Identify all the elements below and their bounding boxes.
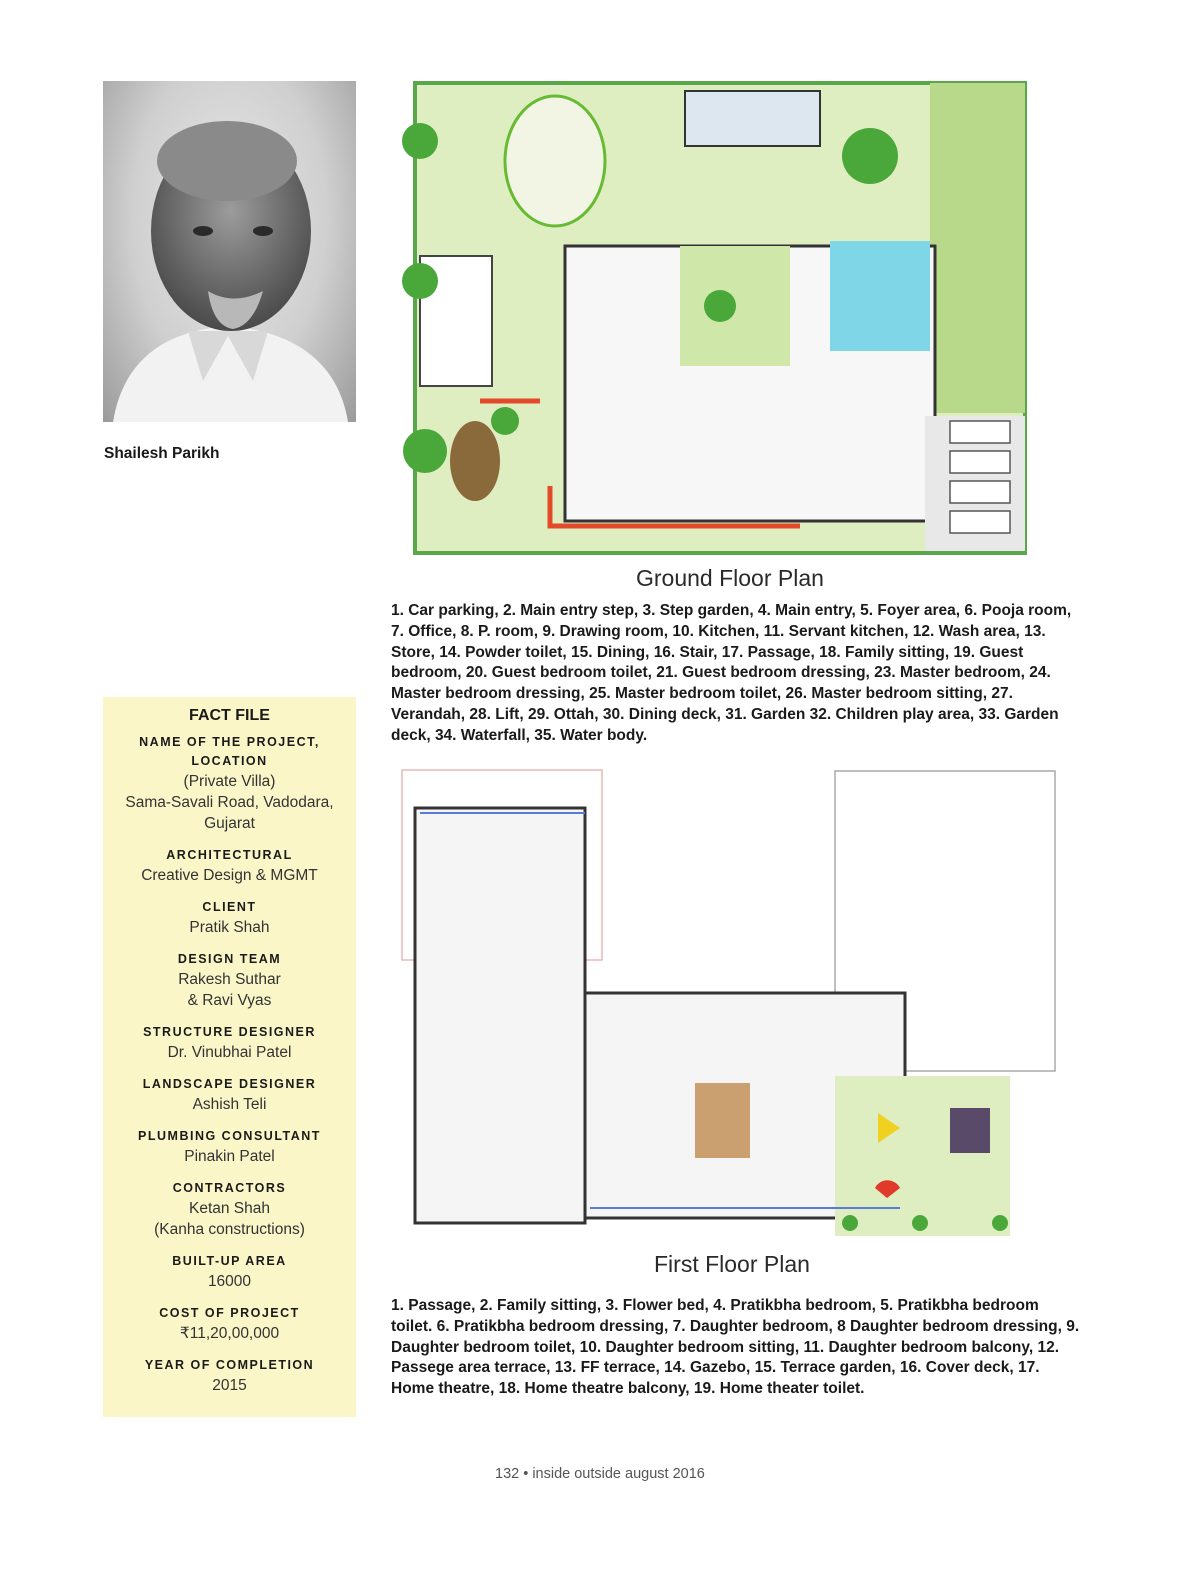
fact-label: COST OF PROJECT [159, 1306, 300, 1320]
fact-label: LANDSCAPE DESIGNER [142, 1077, 317, 1091]
fact-value: Rakesh Suthar & Ravi Vyas [178, 971, 281, 1009]
fact-label: DESIGN TEAM [177, 952, 282, 966]
ground-floor-title: Ground Floor Plan [636, 565, 824, 591]
fact-value: Pratik Shah [189, 919, 270, 936]
fact-item [103, 1252, 356, 1292]
portrait-photo [103, 81, 356, 422]
ground-floor-plan-image [400, 81, 1028, 555]
fact-label: PLUMBING CONSULTANT [138, 1129, 321, 1143]
fact-value: Dr. Vinubhai Patel [167, 1044, 292, 1061]
fact-item [103, 846, 356, 886]
first-floor-plan-drawing [400, 768, 1060, 1238]
fact-label: YEAR OF COMPLETION [144, 1358, 315, 1372]
fact-item [103, 1023, 356, 1063]
fact-label: BUILT-UP AREA [172, 1254, 287, 1268]
fact-value: Creative Design & MGMT [141, 867, 318, 884]
fact-label: CLIENT [202, 900, 257, 914]
fact-value: ₹11,20,00,000 [179, 1325, 280, 1342]
portrait-image [103, 81, 356, 422]
fact-item [103, 1179, 356, 1240]
fact-label: STRUCTURE DESIGNER [143, 1025, 316, 1039]
photo-caption: Shailesh Parikh [104, 445, 220, 462]
fact-file-title: FACT FILE [189, 707, 270, 724]
fact-item [103, 950, 356, 1011]
first-floor-legend: 1. Passage, 2. Family sitting, 3. Flower bed, 4. Pratikbha bedroom, 5. Pratikbha bedroom toilet. 6. Pratikbha bedroom dressing, 7. Daughter bedroom, 8 Daughter bedroom dressing, 9. Daughter bedroom toilet, 10. Daughter bedroom sitting, 11. Daughter bedroom balcony, 12. Passege area terrace, 13. FF terrace, 14. Gazebo, 15. Terrace garden, 16. Cover deck, 17. Home theatre, 18. Home theatre balcony, 19. Home theater toilet. [391, 1297, 1080, 1398]
fact-item [103, 1127, 356, 1167]
fact-label: ARCHITECTURAL [166, 848, 293, 862]
first-floor-title: First Floor Plan [654, 1251, 810, 1277]
fact-value: 2015 [212, 1377, 247, 1394]
fact-value: 16000 [207, 1273, 252, 1290]
ground-floor-legend: 1. Car parking, 2. Main entry step, 3. Step garden, 4. Main entry, 5. Foyer area, 6. Pooja room, 7. Office, 8. P. room, 9. Drawing room, 10. Kitchen, 11. Servant kitchen, 12. Wash area, 13. Store, 14. Powder toilet, 15. Dining, 16. Stair, 17. Passage, 18. Family sitting, 19. Guest bedroom, 20. Guest bedroom toilet, 21. Guest bedroom dressing, 23. Master bedroom, 24. Master bedroom dressing, 25. Master bedroom toilet, 26. Master bedroom sitting, 27. Verandah, 28. Lift, 29. Ottah, 30. Dining deck, 31. Garden 32. Children play area, 33. Garden deck, 34. Waterfall, 35. Water body. [391, 602, 1072, 744]
page-footer: 132 • inside outside august 2016 [495, 1466, 705, 1482]
fact-value: Ketan Shah (Kanha constructions) [154, 1200, 305, 1238]
fact-item [103, 1356, 356, 1396]
fact-value: Ashish Teli [192, 1096, 267, 1113]
fact-value: (Private Villa) Sama-Savali Road, Vadodara, Gujarat [125, 773, 334, 832]
fact-label: CONTRACTORS [172, 1181, 287, 1195]
fact-item [103, 898, 356, 938]
fact-file-box [103, 697, 356, 1417]
fact-item [103, 733, 356, 834]
fact-item [103, 1304, 356, 1344]
fact-value: Pinakin Patel [184, 1148, 275, 1165]
first-floor-plan-image [400, 768, 1060, 1238]
fact-item [103, 1075, 356, 1115]
ground-floor-plan-drawing [400, 81, 1028, 555]
fact-label: NAME OF THE PROJECT, LOCATION [139, 735, 320, 768]
